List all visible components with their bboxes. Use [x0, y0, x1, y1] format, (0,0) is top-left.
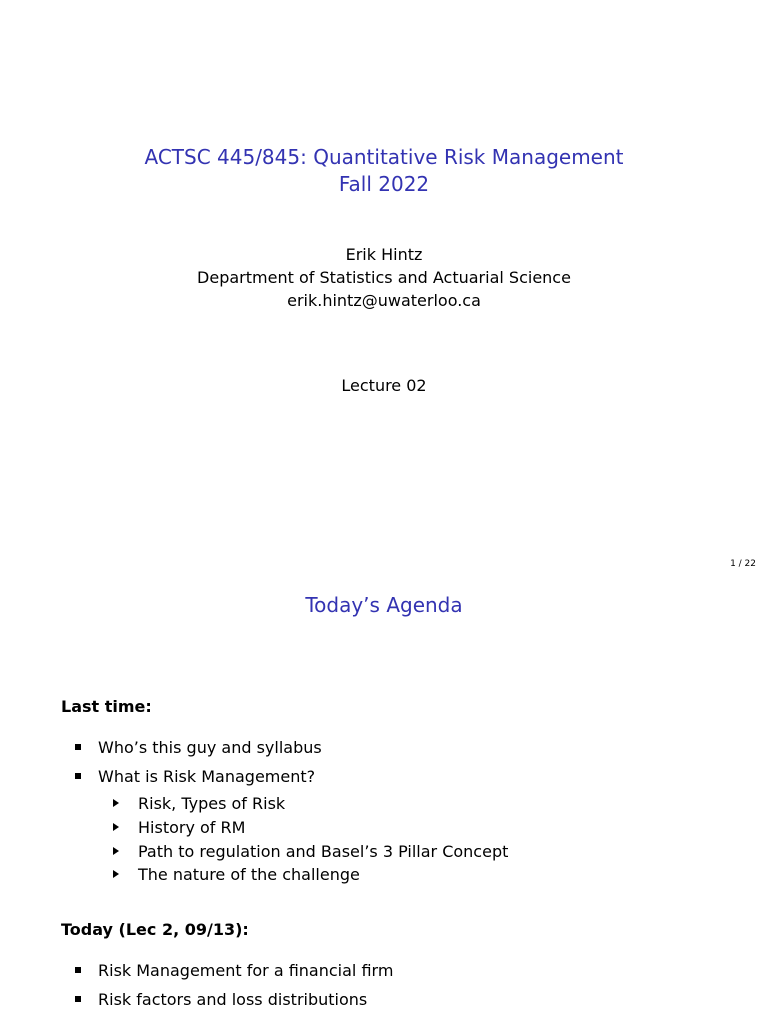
- author-department: Department of Statistics and Actuarial Science: [197, 268, 571, 287]
- course-title: ACTSC 445/845: Quantitative Risk Management: [144, 145, 624, 169]
- sub-list-item: Path to regulation and Basel’s 3 Pillar Concept: [113, 841, 508, 863]
- sub-list-item: The nature of the challenge: [113, 864, 360, 886]
- triangle-bullet-icon: [113, 847, 119, 855]
- agenda-slide: [0, 576, 768, 1024]
- square-bullet-icon: [75, 996, 81, 1002]
- author-block: [0, 243, 768, 312]
- author-name: Erik Hintz: [345, 245, 423, 264]
- title-block: [0, 144, 768, 198]
- list-item: Risk factors and loss distributions: [75, 989, 367, 1011]
- list-item: Risk Management for a financial firm: [75, 960, 393, 982]
- triangle-bullet-icon: [113, 870, 119, 878]
- sub-list-item: History of RM: [113, 817, 245, 839]
- sub-list-item: Risk, Types of Risk: [113, 793, 285, 815]
- author-email: erik.hintz@uwaterloo.ca: [287, 291, 481, 310]
- square-bullet-icon: [75, 744, 81, 750]
- square-bullet-icon: [75, 773, 81, 779]
- course-term: Fall 2022: [338, 172, 430, 196]
- triangle-bullet-icon: [113, 823, 119, 831]
- lecture-number: Lecture 02: [341, 376, 427, 395]
- last-time-heading: Last time:: [61, 697, 152, 716]
- square-bullet-icon: [75, 967, 81, 973]
- page-number: 1 / 22: [730, 559, 756, 569]
- list-item: What is Risk Management?: [75, 766, 315, 788]
- triangle-bullet-icon: [113, 799, 119, 807]
- agenda-title: Today’s Agenda: [305, 593, 463, 617]
- today-heading: Today (Lec 2, 09/13):: [61, 920, 249, 939]
- list-item: Who’s this guy and syllabus: [75, 737, 322, 759]
